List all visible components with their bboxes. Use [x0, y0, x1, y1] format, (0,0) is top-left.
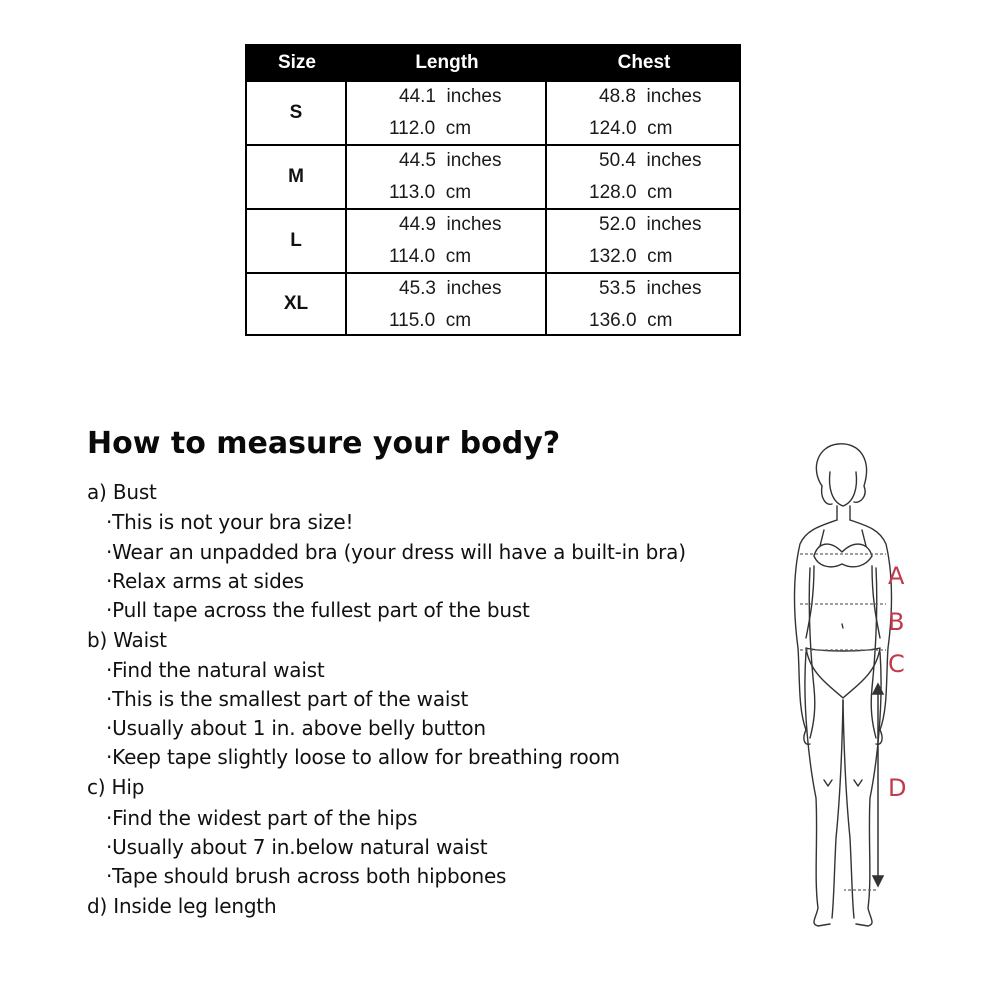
list-item: ·Find the natural waist — [106, 658, 325, 682]
size-cell: S — [247, 82, 347, 144]
measurement-guide — [0, 410, 1001, 970]
length-inches: 44.5 inches — [399, 150, 502, 171]
length-cell — [347, 82, 547, 144]
list-item: ·Pull tape across the fullest part of the bust — [106, 598, 530, 622]
chest-cm: 128.0 cm — [589, 182, 673, 203]
chest-cm: 124.0 cm — [589, 118, 673, 139]
label-b: B — [888, 608, 905, 636]
label-c: C — [888, 650, 905, 678]
list-item: ·Usually about 7 in.below natural waist — [106, 835, 488, 859]
size-cell: M — [247, 146, 347, 208]
size-cell: L — [247, 210, 347, 272]
header-length: Length — [415, 52, 479, 73]
length-cm: 114.0 cm — [389, 246, 472, 267]
body-measurement-figure — [760, 438, 940, 938]
length-cm: 112.0 cm — [389, 118, 472, 139]
table-row — [247, 80, 739, 144]
size-cell: XL — [247, 274, 347, 334]
section-label-bust: a) Bust — [87, 480, 157, 504]
length-cm: 115.0 cm — [389, 310, 472, 331]
chest-inches: 50.4 inches — [599, 150, 702, 171]
section-label-hip: c) Hip — [87, 775, 145, 799]
table-row — [247, 144, 739, 208]
list-item: ·Tape should brush across both hipbones — [106, 864, 507, 888]
list-item: ·Relax arms at sides — [106, 569, 304, 593]
list-item: ·Usually about 1 in. above belly button — [106, 716, 486, 740]
list-item: ·Find the widest part of the hips — [106, 806, 418, 830]
label-a: A — [888, 562, 905, 590]
chest-cm: 136.0 cm — [589, 310, 673, 331]
section-label-inside-leg: d) Inside leg length — [87, 894, 277, 918]
body-outline-illustration — [760, 438, 940, 938]
chest-inches: 48.8 inches — [599, 86, 702, 107]
list-item: ·This is not your bra size! — [106, 510, 354, 534]
header-size: Size — [277, 52, 317, 73]
section-label-waist: b) Waist — [87, 628, 167, 652]
header-chest: Chest — [617, 52, 671, 73]
length-cm: 113.0 cm — [389, 182, 472, 203]
list-item: ·Wear an unpadded bra (your dress will have a built-in bra) — [106, 540, 686, 564]
guide-title: How to measure your body? — [87, 426, 561, 461]
chest-inches: 52.0 inches — [599, 214, 702, 235]
chest-cell — [547, 274, 741, 334]
chest-cm: 132.0 cm — [589, 246, 673, 267]
chest-cell — [547, 146, 741, 208]
chest-cell — [547, 210, 741, 272]
list-item: ·Keep tape slightly loose to allow for breathing room — [106, 745, 620, 769]
length-cell — [347, 210, 547, 272]
chest-cell — [547, 82, 741, 144]
length-cell — [347, 274, 547, 334]
table-header-row — [247, 46, 739, 80]
length-cell — [347, 146, 547, 208]
length-inches: 44.9 inches — [399, 214, 502, 235]
list-item: ·This is the smallest part of the waist — [106, 687, 469, 711]
table-row — [247, 208, 739, 272]
length-inches: 44.1 inches — [399, 86, 502, 107]
chest-inches: 53.5 inches — [599, 278, 702, 299]
label-d: D — [888, 774, 907, 802]
size-chart-table — [245, 44, 741, 336]
length-inches: 45.3 inches — [399, 278, 502, 299]
table-row — [247, 272, 739, 334]
